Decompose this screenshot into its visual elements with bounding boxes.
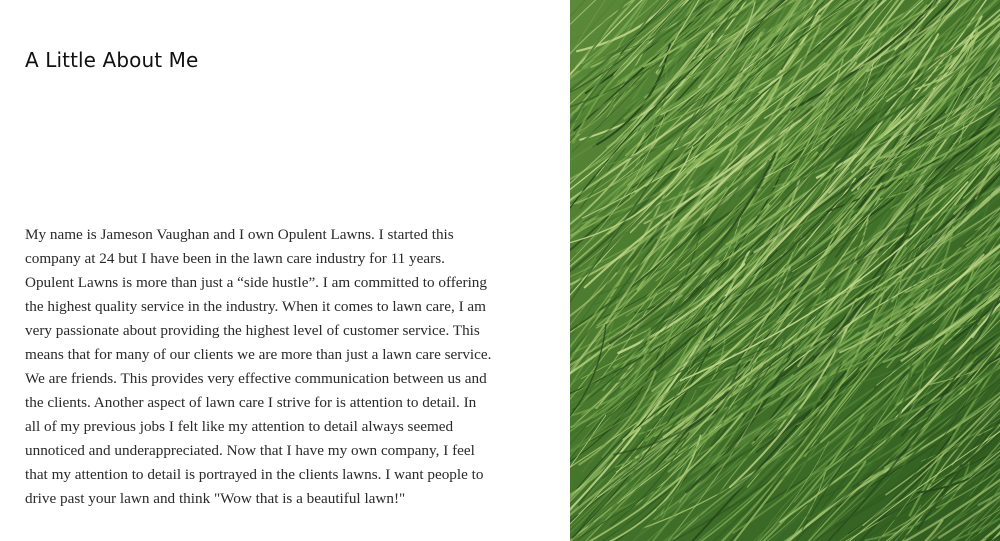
about-heading: A Little About Me xyxy=(25,48,199,72)
grass-photo xyxy=(570,0,1000,541)
grass-image xyxy=(570,0,1000,541)
about-body-text: My name is Jameson Vaughan and I own Opulent Lawns. I started this company at 24 but I have been in the lawn care industry for 11 years. Opulent Lawns is more than just a “side hustle”. I am committed to offering the highest quality service in the industry. When it comes to lawn care, I am very passionate about providing the highest level of customer service. This means that for many of our clients we are more than just a lawn care service. We are friends. This provides very effective communication between us and the clients. Another aspect of lawn care I strive for is attention to detail. In all of my previous jobs I felt like my attention to detail always seemed unnoticed and underappreciated. Now that I have my own company, I feel that my attention to detail is portrayed in the clients lawns. I want people to drive past your lawn and think "Wow that is a beautiful lawn!" xyxy=(25,226,492,507)
